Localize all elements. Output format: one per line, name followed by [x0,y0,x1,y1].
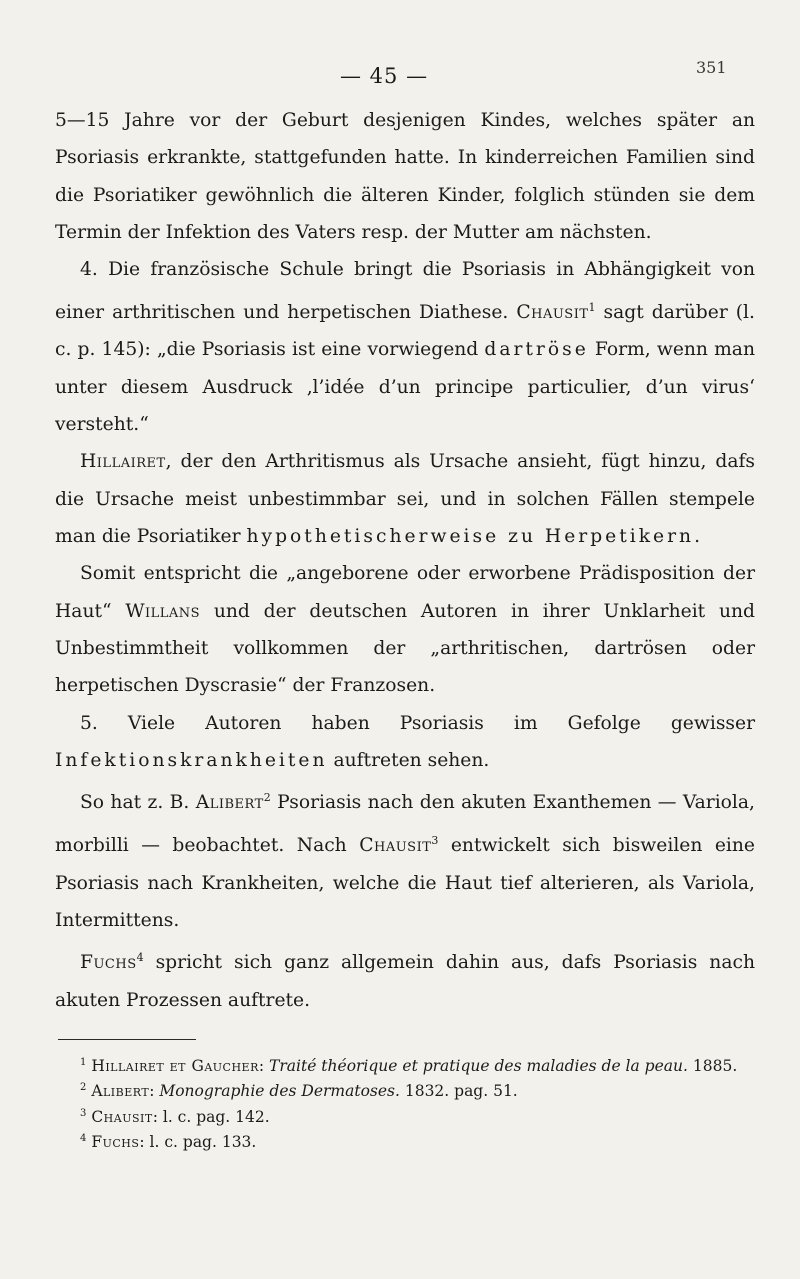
footnotes [55,1052,755,1153]
footnote-rest: l. c. pag. 142. [162,1107,270,1126]
author-name: Chausit [359,835,432,857]
footnote-title: Traité théorique et pratique des maladies de la peau. [269,1057,688,1076]
footnote-author: Fuchs [91,1133,140,1152]
footnote-number: 3 [80,1107,87,1119]
paragraph-text: und der deutschen Autoren in ihrer Unklarheit und Unbestimmtheit vollkommen der „arthritischen, dartrösen oder herpetischen Dyscrasie“ der Franzosen. [55,600,755,697]
footnote-rest: 1832. pag. 51. [404,1082,518,1101]
footnote-marker: 4 [136,951,144,965]
paragraph-hillairet [55,443,755,555]
footnote-author: Chausit [91,1107,153,1126]
footnote-number: 2 [80,1082,87,1094]
paragraph-text: 4. Die französische Schule bringt die Psoriasis in Abhängigkeit von einer arthritischen und herpetischen Diathese. [55,259,755,323]
paragraph-text: entwickelt sich bisweilen eine Psoriasis nach Krankheiten, welche die Haut tief alterieren, als Variola, Intermittens. [55,835,755,931]
author-name: Hillairet [80,451,166,473]
author-name: Chausit [516,301,589,323]
paragraph-text: spricht sich ganz allgemein dahin aus, dafs Psoriasis nach akuten Prozessen auftrete. [55,952,755,1011]
spaced-emphasis: hypothetischerweise zu Herpetikern. [246,526,704,548]
footnote: $^4$ Fuchs: l. c. pag. 133. [80,1133,257,1152]
footnote-rest: l. c. pag. 133. [149,1133,257,1152]
paragraph-text: Psoriasis nach den akuten Exanthemen — Variola, morbilli — beobachtet. Nach [55,792,755,857]
footnote-rest: 1885. [692,1057,738,1076]
paragraph-4 [55,251,755,443]
paragraph-text: Form, wenn man unter diesem Ausdruck ‚l’idée d’un principe particulier, d’un virus‘ versteht.“ [55,339,755,435]
footnote-divider [58,1039,196,1040]
paragraph-alibert [55,779,755,939]
footnote-number: 1 [80,1057,87,1068]
paragraph-text: 5. Viele Autoren haben Psoriasis im Gefolge gewisser [80,712,755,734]
paragraph-text: , der den Arthritismus als Ursache ansieht, fügt hinzu, dafs die Ursache meist unbestimmbar sei, und in solchen Fällen stempele man die Psoriatiker [55,451,755,548]
footnote-author: Hillairet et Gaucher [91,1057,259,1076]
paragraph-text: sagt darüber (l. c. p. 145): „die Psoriasis ist eine vorwiegend [55,301,755,361]
page-number: — 45 — [340,64,429,88]
footnote-title: Monographie des Dermatoses. [159,1082,400,1101]
paragraph-text: Somit entspricht die „angeborene oder erworbene Prädisposition der Haut“ [55,563,755,622]
footnote-marker: 3 [431,834,439,847]
author-name: Willans [125,600,201,622]
paragraph-fuchs [55,939,755,1019]
footnote: $^2$ Alibert: Monographie des Dermatoses. 1832. pag. 51. [80,1082,518,1101]
paragraph-text: So hat z. B. [80,792,190,814]
paragraph-text: 5—15 Jahre vor der Geburt desjenigen Kindes, welches später an Psoriasis erkrankte, stattgefunden hatte. In kinderreichen Familien sind die Psoriatiker gewöhnlich die älteren Kinder, folglich stünden sie dem Termin der Infektion des Vaters resp. der Mutter am nächsten. [55,110,755,244]
footnote: $^3$ Chausit: l. c. pag. 142. [80,1107,270,1126]
main-text [55,102,755,1019]
spaced-emphasis: dartröse [484,339,589,361]
footnote: $^1$ Hillairet et Gaucher: Traité théorique et pratique des maladies de la peau. 1885. [80,1057,738,1076]
paragraph-continuation [55,102,755,251]
footnote-marker: 2 [263,791,271,805]
footnote-author: Alibert [91,1082,150,1101]
author-name: Alibert [195,792,264,814]
corner-page-number: 351 [696,58,727,77]
paragraph-text: auftreten sehen. [333,750,490,772]
footnote-marker: 1 [588,300,596,314]
paragraph-5 [55,705,755,780]
footnote-number: 4 [80,1133,87,1145]
spaced-emphasis: Infektionskrankheiten [55,750,328,772]
author-name: Fuchs [80,952,137,974]
paragraph-somit [55,555,755,704]
